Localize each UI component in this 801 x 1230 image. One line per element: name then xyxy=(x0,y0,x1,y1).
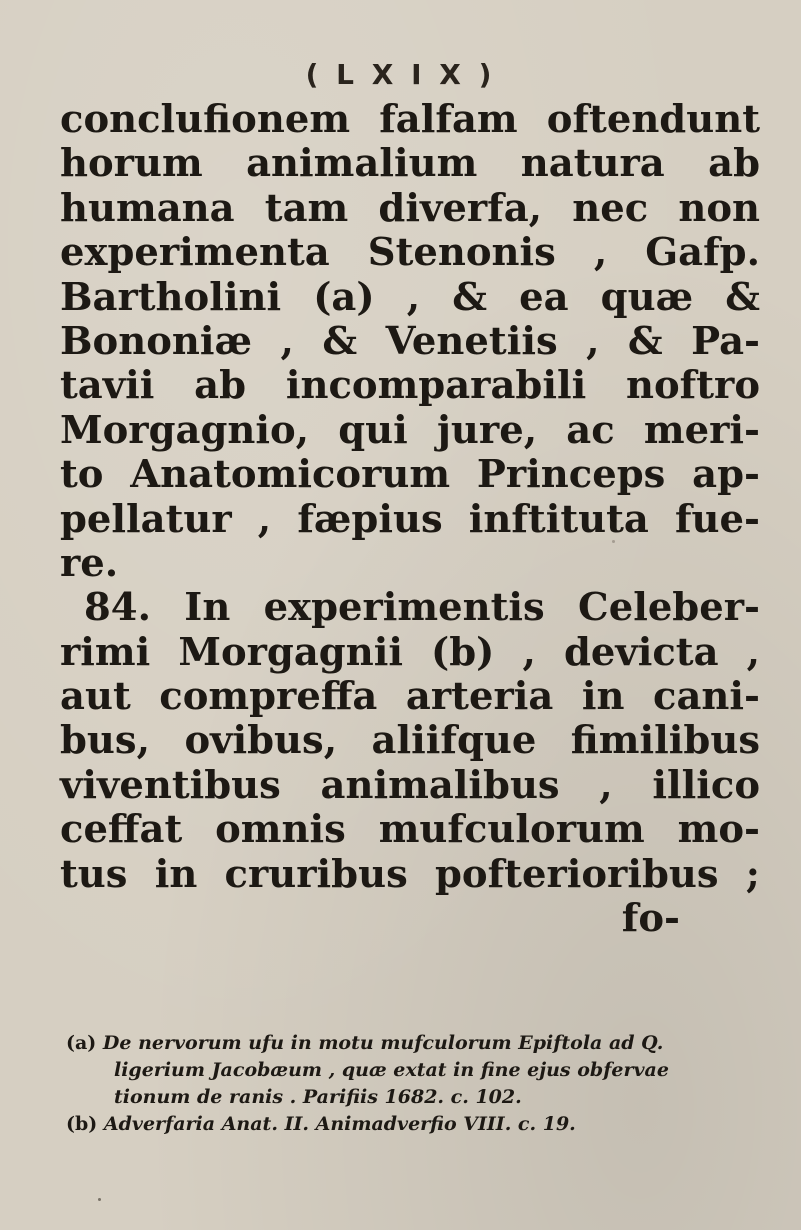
text-line: humana tam diverfa, nec non xyxy=(60,185,760,231)
text-line: Bartholini (a) , & ea quæ & xyxy=(60,274,760,320)
text-line: viventibus animalibus , illico xyxy=(60,762,760,808)
footnote-a-text: De nervorum ufu in motu mufculorum Epiftola ad Q. xyxy=(102,1032,664,1054)
text-line: re. xyxy=(60,540,119,586)
text-line: tus in cruribus pofterioribus ; xyxy=(60,851,760,897)
catchword: fo- xyxy=(621,896,680,942)
main-text-block xyxy=(60,98,760,941)
text-line: aut compreffa arteria in cani- xyxy=(60,674,760,720)
paragraph-84-start: 84. In experimentis Celeber- xyxy=(84,585,760,631)
footnote-a-continuation: ligerium Jacobæum , quæ extat in fine ejus obfervae xyxy=(114,1059,669,1081)
footnote-a-marker: (a) xyxy=(66,1032,97,1054)
page-header-roman-numeral: ( L X I X ) xyxy=(305,58,496,91)
footnote-b-text: Adverfaria Anat. II. Animadverfio VIII. c. 19. xyxy=(103,1113,576,1135)
ink-speck xyxy=(98,1198,101,1201)
text-line: Morgagnio, qui jure, ac meri- xyxy=(60,407,760,453)
text-line: ceffat omnis mufculorum mo- xyxy=(60,807,760,853)
text-line: Bononiæ , & Venetiis , & Pa- xyxy=(60,318,760,364)
text-line: rimi Morgagnii (b) , devicta , xyxy=(60,629,760,675)
text-line: pellatur , fæpius inftituta fue- xyxy=(60,496,760,542)
footnote-b-marker: (b) xyxy=(66,1113,98,1135)
text-line: experimenta Stenonis , Gafp. xyxy=(60,230,760,276)
footnote-a-continuation: tionum de ranis . Parifiis 1682. c. 102. xyxy=(114,1086,522,1108)
footnote-b xyxy=(66,1111,746,1138)
text-line: to Anatomicorum Princeps ap- xyxy=(60,452,760,498)
text-line: horum animalium natura ab xyxy=(60,141,760,187)
footnote-a xyxy=(66,1030,746,1057)
text-line: bus, ovibus, aliifque fimilibus xyxy=(60,718,760,764)
ink-speck xyxy=(612,540,615,543)
footnotes-block xyxy=(66,1030,746,1138)
text-line: conclufionem falfam oftendunt xyxy=(60,97,760,142)
text-line: tavii ab incomparabili noftro xyxy=(60,363,760,409)
